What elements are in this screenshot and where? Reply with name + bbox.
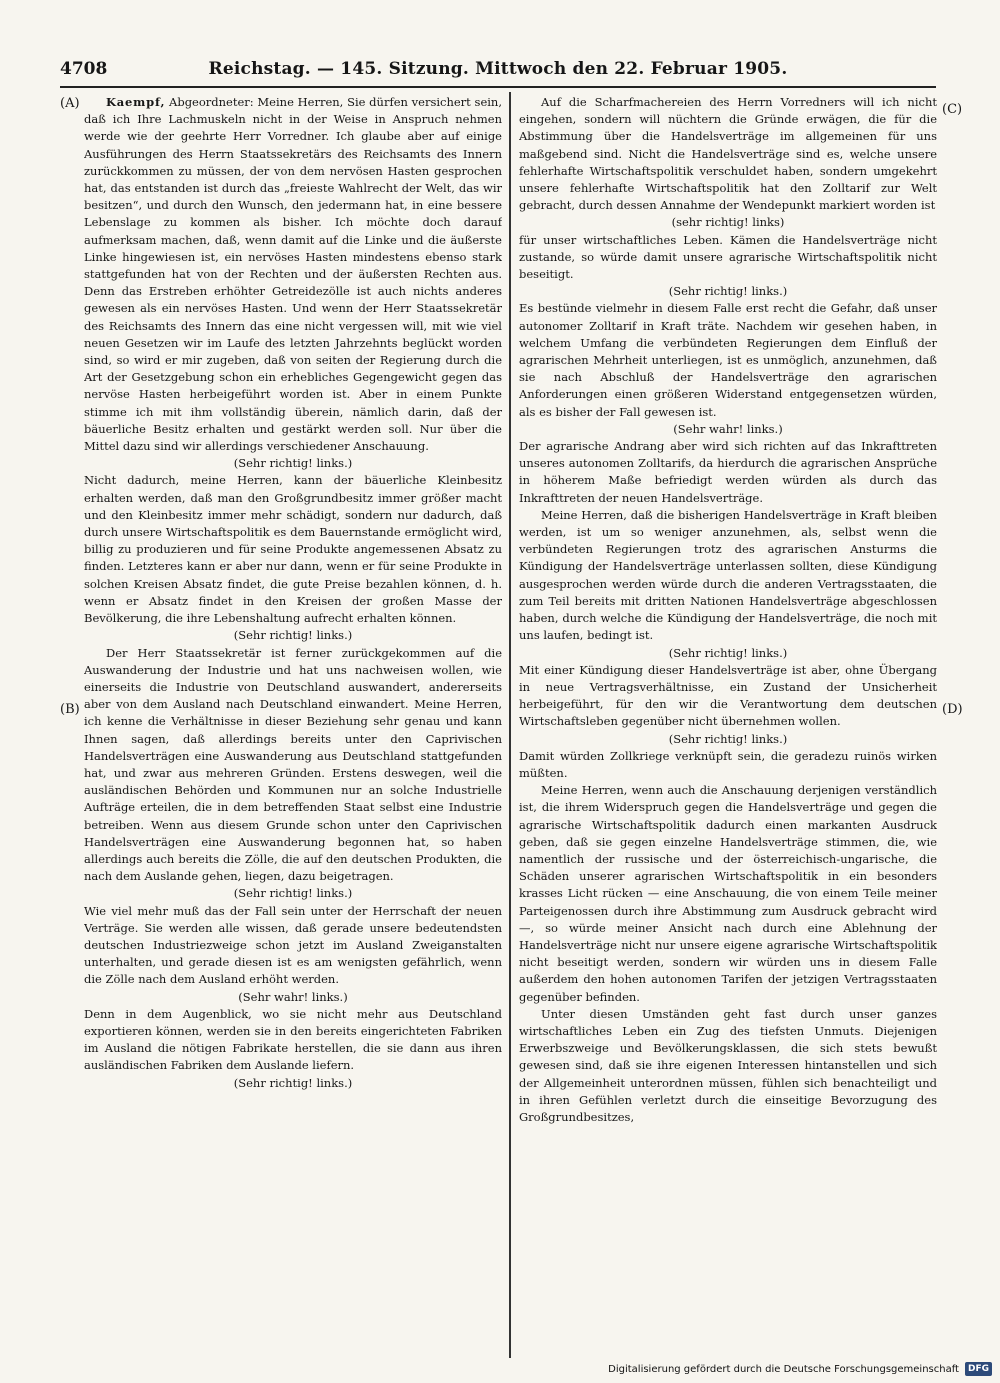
paragraph: Denn in dem Augenblick, wo sie nicht mehr aus Deutschland exportieren können, werden sie in den bereits eingerichteten Fabriken im Ausland die nötigen Fabrikate herstellen, die sie dann aus ihren ausländischen Fabriken dem Auslande liefern. xyxy=(84,1006,502,1073)
left-column xyxy=(84,94,502,1354)
paragraph: Mit einer Kündigung dieser Handelsverträge ist aber, ohne Übergang in neue Vertragsverhältnisse, ein Zustand der Unsicherheit herbeigeführt, für den wir die Verantwortung dem deutschen Wirtschaftsleben gegenüber nicht übernehmen wollen. xyxy=(519,662,937,729)
margin-marker-b: (B) xyxy=(60,702,80,717)
paragraph: Der agrarische Andrang aber wird sich richten auf das Inkrafttreten unseres autonomen Zolltarifs, da hierdurch die agrarischen Ansprüche in höherem Maße befriedigt werden würden als durch das Inkrafttreten der neuen Handelsverträge. xyxy=(519,439,937,505)
paragraph: Wie viel mehr muß das der Fall sein unter der Herrschaft der neuen Verträge. Sie werden alle wissen, daß gerade unsere bedeutendsten deutschen Industriezweige schon jetzt im Ausland Zweiganstalten unterhalten, und gerade diesen ist es am wenigsten gefährlich, wenn die Zölle nach dem Ausland erhöht werden. xyxy=(84,903,502,987)
paragraph-text: Abgeordneter: Meine Herren, Sie dürfen versichert sein, daß ich Ihre Lachmuskeln nicht in der Weise in Anspruch nehmen werde wie der geehrte Herr Vorredner. Ich glaube aber auf einige Ausführungen des Herrn Staatssekretärs des Reichsamts des Innern zurückkommen zu müssen, der von dem nervösen Hasten gesprochen hat, das entstanden ist durch das „freieste Wahlrecht der Welt, das wir besitzen“, und durch den Wunsch, den jedermann hat, in eine bessere Lebenslage zu kommen als bisher. Ich möchte doch darauf aufmerksam machen, daß, wenn damit auf die Linke und die äußerste Linke hingewiesen ist, ein nervöses Hasten mindestens ebenso stark stattgefunden hat von der Rechten und der äußersten Rechten aus. Denn das Erstreben erhöhter Getreidezölle ist auch nichts anderes gewesen als ein nervöses Hasten. Und wenn der Herr Staatssekretär des Reichsamts des Innern das eine nicht vergessen will, mit wie viel neuen Gesetzen wir im Laufe des letzten Jahrzehnts beglückt worden sind, so wird er mir zugeben, daß von seiten der Regierung durch die Art der Gesetzgebung schon ein erhebliches Gegengewicht gegen das nervöse Hasten herbeigeführt worden ist. Aber in einem Punkte stimme ich mit ihm vollständig überein, nämlich darin, daß der bäuerliche Besitz erhalten und gestärkt werden soll. Nur über die Mittel dazu sind wir allerdings verschiedener Anschauung. xyxy=(84,95,502,454)
paragraph xyxy=(84,94,502,455)
funding-note: Digitalisierung gefördert durch die Deutsche Forschungsgemeinschaft xyxy=(608,1364,959,1375)
page-header xyxy=(60,56,936,82)
paragraph: Nicht dadurch, meine Herren, kann der bäuerliche Kleinbesitz erhalten werden, daß man den Großgrundbesitz immer größer macht und den Kleinbesitz immer mehr schädigt, sondern nur dadurch, daß durch unsere Wirtschaftspolitik es dem Bauernstande ermöglicht wird, billig zu produzieren und für seine Produkte angemessenen Absatz zu finden. Letzteres kann er aber nur dann, wenn er für seine Produkte in solchen Kreisen Absatz findet, die gute Preise bezahlen können, d. h. wenn er Absatz findet in den Kreisen der großen Masse der Bevölkerung, die ihre Lebenshaltung aufrecht erhalten können. xyxy=(84,473,502,626)
page-number: 4708 xyxy=(60,59,108,79)
paragraph: Meine Herren, wenn auch die Anschauung derjenigen verständlich ist, die ihrem Widerspruch gegen die Handelsverträge und gegen die agrarische Wirtschaftspolitik dadurch einen markanten Ausdruck geben, daß sie gegen einzelne Handelsverträge stimmen, die, wie namentlich der russische und der österreichisch-ungarische, die Schäden unserer agrarischen Wirtschaftspolitik in ein besonders krasses Licht rücken — eine Anschauung, die von einem Teile meiner Parteigenossen durch ihre Abstimmung zum Ausdruck gebracht wird —, so würde meiner Ansicht nach durch eine Ablehnung der Handelsverträge nicht nur unsere eigene agrarische Wirtschaftspolitik nicht beseitigt werden, sondern wir würden uns in diesem Falle außerdem den hohen autonomen Tarifen der jetzigen Vertragsstaaten gegenüber befinden. xyxy=(519,783,937,1004)
header-rule xyxy=(60,86,936,88)
column-divider xyxy=(509,92,511,1358)
remark: (Sehr wahr! links.) xyxy=(238,989,348,1004)
paragraph: für unser wirtschaftliches Leben. Kämen die Handelsverträge nicht zustande, so würde damit unsere agrarische Wirtschaftspolitik nicht beseitigt. xyxy=(519,232,937,282)
running-title: Reichstag. — 145. Sitzung. Mittwoch den 22. Februar 1905. xyxy=(208,59,788,79)
remark: (Sehr richtig! links.) xyxy=(668,731,788,746)
margin-marker-c: (C) xyxy=(942,102,963,117)
right-column xyxy=(519,94,937,1354)
paragraph: Unter diesen Umständen geht fast durch unser ganzes wirtschaftliches Leben ein Zug des tiefsten Unmuts. Diejenigen Erwerbszweige und Bevölkerungsklassen, die sich stets bewußt gewesen sind, daß sie ihre eigenen Interessen hintanstellen und sich der Allgemeinheit unterordnen müssen, fühlen sich benachteiligt und in ihren Gefühlen verletzt durch die einseitige Bevorzugung des Großgrundbesitzes, xyxy=(519,1006,937,1124)
paragraph: Meine Herren, daß die bisherigen Handelsverträge in Kraft bleiben werden, ist um so weniger anzunehmen, als, selbst wenn die verbündeten Regierungen trotz des agrarischen Ansturms die Kündigung der Handelsverträge unterlassen sollten, diese Kündigung ausgesprochen werden würde durch die anderen Vertragsstaaten, die zum Teil bereits mit dritten Nationen Handelsverträge abgeschlossen haben, durch welche die Kündigung der Handelsverträge, die noch mit uns laufen, bedingt ist. xyxy=(519,507,937,643)
remark: (sehr richtig! links) xyxy=(671,215,785,230)
remark: (Sehr richtig! links.) xyxy=(233,628,353,643)
paragraph: Auf die Scharfmachereien des Herrn Vorredners will ich nicht eingehen, sondern will nüchtern die Gründe erwägen, die für die Abstimmung über die Handelsverträge im allgemeinen für uns maßgebend sind. Nicht die Handelsverträge sind es, welche unsere fehlerhafte Wirtschaftspolitik verschuldet haben, sondern umgekehrt unsere fehlerhafte Wirtschaftspolitik hat den Zolltarif zur Welt gebracht, durch dessen Annahme der Wendepunkt markiert worden ist xyxy=(519,95,937,213)
paragraph: Damit würden Zollkriege verknüpft sein, die geradezu ruinös wirken müßten. xyxy=(519,748,937,780)
dfg-logo: DFG xyxy=(965,1362,992,1376)
remark: (Sehr richtig! links.) xyxy=(233,886,353,901)
speaker-name: Kaempf, xyxy=(106,95,166,109)
paragraph: Der Herr Staatssekretär ist ferner zurückgekommen auf die Auswanderung der Industrie und hat uns nachweisen wollen, wie einerseits die Industrie von Deutschland auswandert, andererseits aber von dem Ausland nach Deutschland einwandert. Meine Herren, ich kenne die Verhältnisse in dieser Beziehung sehr genau und kann Ihnen sagen, daß allerdings bereits unter den Caprivischen Handelsverträgen eine Auswanderung aus Deutschland stattgefunden hat, und zwar aus mehreren Gründen. Erstens deswegen, weil die ausländischen Behörden und Kommunen nur an solche Industrielle Aufträge erteilen, die in dem betreffenden Staat selbst eine Industrie betreiben. Wenn aus diesem Grunde schon unter den Caprivischen Handelsverträgen eine Auswanderung begonnen hat, so haben allerdings auch bereits die Zölle, die auf den deutschen Produkten, die nach dem Auslande gehen, liegen, dazu beigetragen. xyxy=(84,645,502,884)
remark: (Sehr wahr! links.) xyxy=(673,421,783,436)
paragraph: Es bestünde vielmehr in diesem Falle erst recht die Gefahr, daß unser autonomer Zolltarif in Kraft träte. Nachdem wir gesehen haben, in welchem Umfang die verbündeten Regierungen dem Einfluß der agrarischen Mehrheit unterliegen, ist es unmöglich, anzunehmen, daß sie nach Abschluß der Handelsverträge den agrarischen Anforderungen einen größeren Widerstand entgegensetzen würden, als es bisher der Fall gewesen ist. xyxy=(519,301,937,419)
digitization-footer xyxy=(560,1362,1000,1378)
remark: (Sehr richtig! links.) xyxy=(233,456,353,471)
margin-marker-a: (A) xyxy=(60,96,80,111)
remark: (Sehr richtig! links.) xyxy=(668,284,788,299)
remark: (Sehr richtig! links.) xyxy=(668,645,788,660)
remark: (Sehr richtig! links.) xyxy=(233,1075,353,1090)
margin-marker-d: (D) xyxy=(942,702,963,717)
